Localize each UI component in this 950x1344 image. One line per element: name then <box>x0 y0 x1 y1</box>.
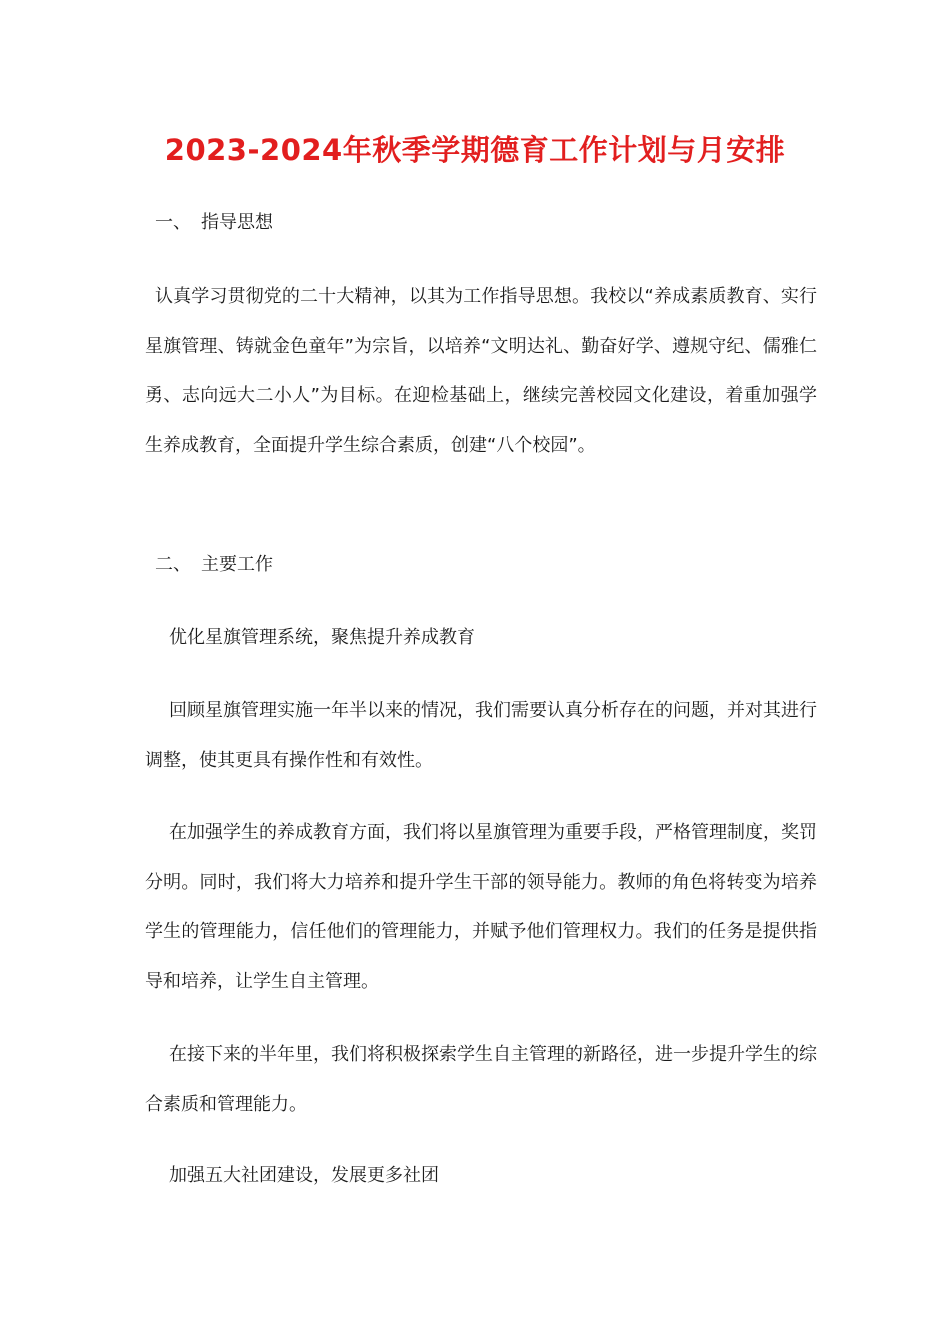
document-title: 2023-2024年秋季学期德育工作计划与月安排 <box>164 133 786 167</box>
paragraph-habit-education: 在加强学生的养成教育方面，我们将以星旗管理为重要手段，严格管理制度，奖罚分明。同时，我们将大力培养和提升学生干部的领导能力。教师的角色将转变为培养学生的管理能力，信任他们的管理能力，并赋予他们管理权力。我们的任务是提供指导和培养，让学生自主管理。 <box>145 822 817 992</box>
paragraph-review: 回顾星旗管理实施一年半以来的情况，我们需要认真分析存在的问题，并对其进行调整，使其更具有操作性和有效性。 <box>145 700 817 771</box>
subheading-star-flag-management: 优化星旗管理系统，聚焦提升养成教育 <box>169 627 475 648</box>
section-heading-text: 指导思想 <box>201 212 273 233</box>
section-number: 二、 <box>155 554 191 575</box>
section-heading-main-work <box>155 551 273 579</box>
section-heading-text: 主要工作 <box>201 554 273 575</box>
section-heading-guiding-ideology <box>155 209 273 237</box>
section-number: 一、 <box>155 212 191 233</box>
subheading-clubs: 加强五大社团建设，发展更多社团 <box>169 1165 439 1186</box>
paragraph-next-half-year: 在接下来的半年里，我们将积极探索学生自主管理的新路径，进一步提升学生的综合素质和管理能力。 <box>145 1044 817 1115</box>
paragraph-guiding-ideology: 认真学习贯彻党的二十大精神，以其为工作指导思想。我校以“养成素质教育、实行星旗管理、铸就金色童年”为宗旨，以培养“文明达礼、勤奋好学、遵规守纪、儒雅仁勇、志向远大二小人”为目标。在迎检基础上，继续完善校园文化建设，着重加强学生养成教育，全面提升学生综合素质，创建“八个校园”。 <box>145 286 817 456</box>
